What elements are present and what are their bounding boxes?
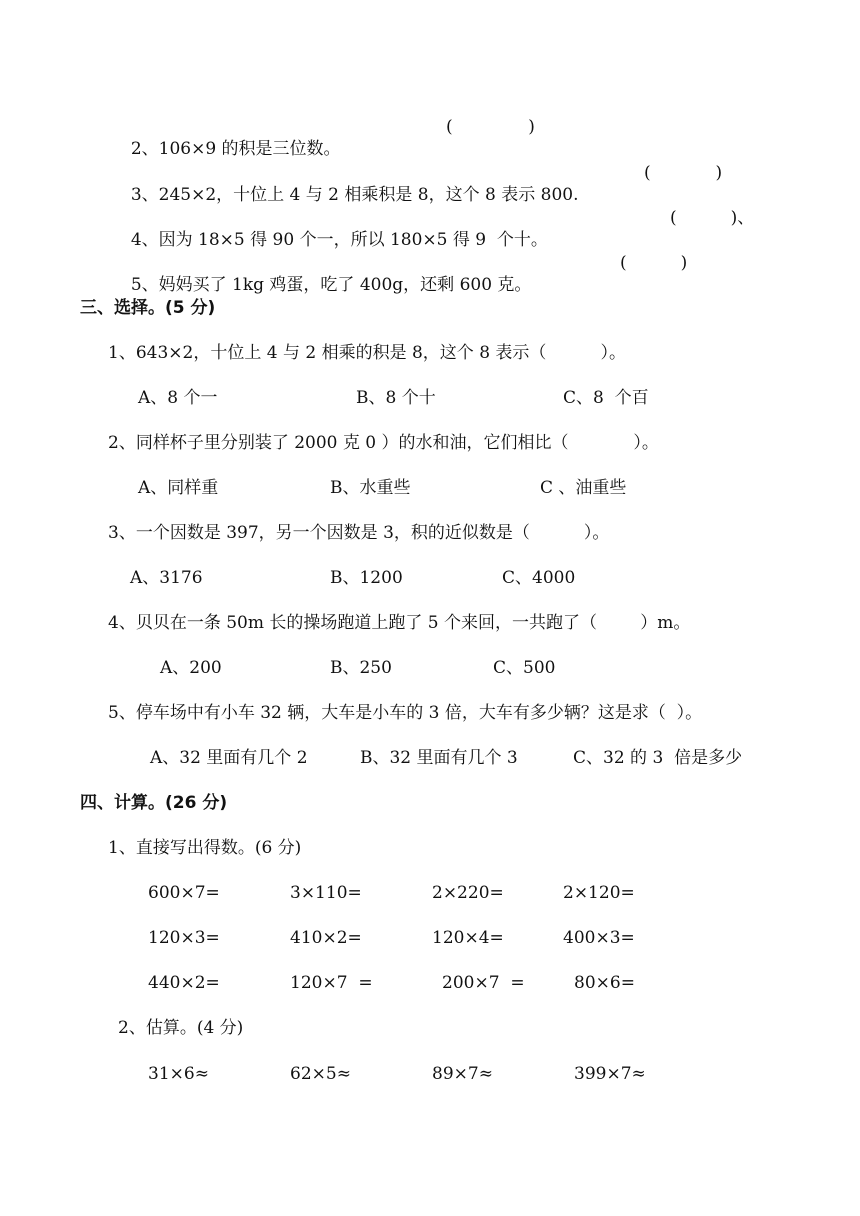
estimate-item: 89×7≈ <box>432 1064 493 1084</box>
calc-item: 120×4= <box>432 928 504 948</box>
calc-item: 600×7= <box>148 883 220 903</box>
calc-item: 3×110= <box>290 883 362 903</box>
calc-item: 410×2= <box>290 928 362 948</box>
question-stem: 1、643×2，十位上 4 与 2 相乘的积是 8，这个 8 表示（ ）。 <box>108 343 626 363</box>
calc-item: 80×6= <box>574 973 635 993</box>
option-a[interactable]: A、同样重 <box>138 478 219 498</box>
question-stem: 4、贝贝在一条 50m 长的操场跑道上跑了 5 个来回，一共跑了（ ）m。 <box>108 613 691 633</box>
judgement-text: 2、106×9 的积是三位数。 <box>130 139 341 159</box>
judgement-item-4 <box>120 207 548 251</box>
calc-item: 2×220= <box>432 883 504 903</box>
answer-paren[interactable]: ( ) <box>620 253 688 273</box>
option-c[interactable]: C、32 的 3 倍是多少 <box>573 748 743 768</box>
judgement-item-5 <box>120 252 531 296</box>
option-c[interactable]: C、4000 <box>502 568 576 588</box>
option-b[interactable]: B、1200 <box>330 568 403 588</box>
subsection-title: 1、直接写出得数。(6 分) <box>108 838 302 858</box>
option-b[interactable]: B、250 <box>330 658 392 678</box>
judgement-text: 4、因为 18×5 得 90 个一，所以 180×5 得 9 个十。 <box>130 230 548 250</box>
answer-paren[interactable]: ( )、 <box>670 208 755 228</box>
subsection-title: 2、估算。(4 分) <box>118 1018 244 1038</box>
option-b[interactable]: B、8 个十 <box>356 388 436 408</box>
calc-item: 120×3= <box>148 928 220 948</box>
judgement-item-2 <box>120 116 341 160</box>
question-stem: 2、同样杯子里分别装了 2000 克 0 ）的水和油，它们相比（ ）。 <box>108 433 659 453</box>
section-heading: 三、选择。(5 分) <box>80 298 216 318</box>
calc-item: 440×2= <box>148 973 220 993</box>
calc-item: 120×7 = <box>290 973 373 993</box>
judgement-text: 5、妈妈买了 1kg 鸡蛋，吃了 400g，还剩 600 克。 <box>130 275 532 295</box>
option-c[interactable]: C 、油重些 <box>540 478 627 498</box>
option-b[interactable]: B、32 里面有几个 3 <box>360 748 518 768</box>
estimate-item: 31×6≈ <box>148 1064 209 1084</box>
option-a[interactable]: A、8 个一 <box>138 388 218 408</box>
calc-item: 200×7 = <box>442 973 525 993</box>
option-c[interactable]: C、500 <box>493 658 556 678</box>
calc-item: 400×3= <box>563 928 635 948</box>
calc-item: 2×120= <box>563 883 635 903</box>
section-heading: 四、计算。(26 分) <box>80 793 228 813</box>
estimate-item: 62×5≈ <box>290 1064 351 1084</box>
option-a[interactable]: A、32 里面有几个 2 <box>150 748 308 768</box>
answer-paren[interactable]: ( ) <box>446 117 535 137</box>
option-b[interactable]: B、水重些 <box>330 478 411 498</box>
judgement-item-3 <box>120 162 578 206</box>
option-c[interactable]: C、8 个百 <box>563 388 649 408</box>
option-a[interactable]: A、3176 <box>130 568 203 588</box>
question-stem: 5、停车场中有小车 32 辆，大车是小车的 3 倍，大车有多少辆？这是求（ ）。 <box>108 703 703 723</box>
option-a[interactable]: A、200 <box>160 658 222 678</box>
judgement-text: 3、245×2，十位上 4 与 2 相乘积是 8，这个 8 表示 800. <box>130 185 579 205</box>
estimate-item: 399×7≈ <box>574 1064 646 1084</box>
answer-paren[interactable]: ( ) <box>644 163 723 183</box>
question-stem: 3、一个因数是 397，另一个因数是 3，积的近似数是（ ）。 <box>108 523 610 543</box>
